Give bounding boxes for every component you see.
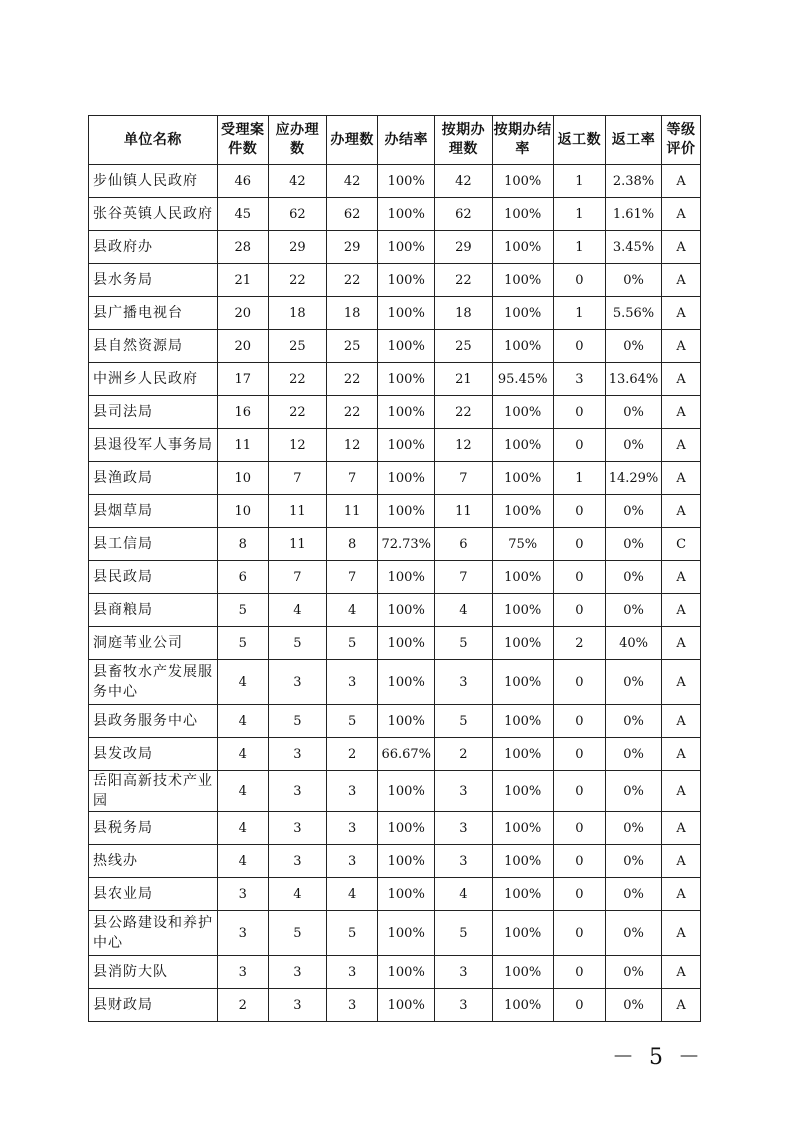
cell-grade: A bbox=[662, 396, 701, 429]
cell-completion-rate: 100% bbox=[378, 495, 435, 528]
cell-rework-count: 1 bbox=[553, 297, 605, 330]
cell-completion-rate: 100% bbox=[378, 956, 435, 989]
cell-completion-rate: 100% bbox=[378, 429, 435, 462]
cell-rework-count: 0 bbox=[553, 264, 605, 297]
cell-cases-received: 3 bbox=[217, 878, 268, 911]
table-row bbox=[89, 561, 701, 594]
cell-should-handle: 3 bbox=[268, 771, 326, 812]
cell-rework-rate: 0% bbox=[605, 429, 661, 462]
header-on-time-rate: 按期办结率 bbox=[492, 116, 553, 165]
cell-should-handle: 5 bbox=[268, 911, 326, 956]
cell-handled: 2 bbox=[327, 738, 378, 771]
cell-rework-rate: 0% bbox=[605, 594, 661, 627]
cell-rework-count: 0 bbox=[553, 989, 605, 1022]
cell-cases-received: 4 bbox=[217, 705, 268, 738]
cell-unit-name: 县司法局 bbox=[89, 396, 218, 429]
table-row bbox=[89, 956, 701, 989]
cell-should-handle: 22 bbox=[268, 264, 326, 297]
cell-rework-count: 0 bbox=[553, 330, 605, 363]
cell-handled: 62 bbox=[327, 198, 378, 231]
cell-on-time-handled: 3 bbox=[435, 812, 492, 845]
cell-rework-count: 1 bbox=[553, 165, 605, 198]
cell-rework-count: 0 bbox=[553, 911, 605, 956]
table-row bbox=[89, 165, 701, 198]
cell-rework-rate: 5.56% bbox=[605, 297, 661, 330]
table-row bbox=[89, 330, 701, 363]
cell-on-time-rate: 100% bbox=[492, 231, 553, 264]
table-row bbox=[89, 705, 701, 738]
cell-on-time-handled: 11 bbox=[435, 495, 492, 528]
table-row bbox=[89, 462, 701, 495]
header-rework-count: 返工数 bbox=[553, 116, 605, 165]
cell-unit-name: 步仙镇人民政府 bbox=[89, 165, 218, 198]
cell-unit-name: 县广播电视台 bbox=[89, 297, 218, 330]
cell-unit-name: 县税务局 bbox=[89, 812, 218, 845]
header-handled: 办理数 bbox=[327, 116, 378, 165]
cell-completion-rate: 100% bbox=[378, 330, 435, 363]
cell-on-time-rate: 100% bbox=[492, 956, 553, 989]
cell-cases-received: 16 bbox=[217, 396, 268, 429]
table-row bbox=[89, 738, 701, 771]
cell-grade: A bbox=[662, 627, 701, 660]
table-row bbox=[89, 528, 701, 561]
cell-on-time-handled: 29 bbox=[435, 231, 492, 264]
cell-unit-name: 张谷英镇人民政府 bbox=[89, 198, 218, 231]
cell-completion-rate: 100% bbox=[378, 264, 435, 297]
cell-on-time-rate: 100% bbox=[492, 396, 553, 429]
cell-should-handle: 42 bbox=[268, 165, 326, 198]
cell-completion-rate: 100% bbox=[378, 812, 435, 845]
cell-completion-rate: 100% bbox=[378, 627, 435, 660]
cell-on-time-rate: 100% bbox=[492, 812, 553, 845]
cell-grade: A bbox=[662, 264, 701, 297]
cell-should-handle: 12 bbox=[268, 429, 326, 462]
cell-rework-rate: 0% bbox=[605, 989, 661, 1022]
performance-table bbox=[88, 115, 701, 1022]
cell-should-handle: 11 bbox=[268, 528, 326, 561]
cell-completion-rate: 100% bbox=[378, 231, 435, 264]
cell-rework-count: 0 bbox=[553, 956, 605, 989]
cell-on-time-rate: 100% bbox=[492, 878, 553, 911]
cell-rework-count: 0 bbox=[553, 738, 605, 771]
cell-handled: 3 bbox=[327, 989, 378, 1022]
cell-on-time-handled: 42 bbox=[435, 165, 492, 198]
cell-completion-rate: 100% bbox=[378, 878, 435, 911]
table-row bbox=[89, 429, 701, 462]
cell-grade: A bbox=[662, 812, 701, 845]
cell-on-time-rate: 100% bbox=[492, 771, 553, 812]
cell-rework-rate: 0% bbox=[605, 705, 661, 738]
cell-should-handle: 11 bbox=[268, 495, 326, 528]
cell-should-handle: 18 bbox=[268, 297, 326, 330]
cell-on-time-rate: 100% bbox=[492, 297, 553, 330]
cell-on-time-handled: 3 bbox=[435, 660, 492, 705]
cell-unit-name: 县财政局 bbox=[89, 989, 218, 1022]
cell-rework-count: 0 bbox=[553, 396, 605, 429]
cell-cases-received: 6 bbox=[217, 561, 268, 594]
cell-cases-received: 45 bbox=[217, 198, 268, 231]
cell-cases-received: 4 bbox=[217, 812, 268, 845]
cell-rework-count: 0 bbox=[553, 845, 605, 878]
cell-rework-rate: 0% bbox=[605, 396, 661, 429]
header-unit-name: 单位名称 bbox=[89, 116, 218, 165]
cell-grade: A bbox=[662, 165, 701, 198]
cell-handled: 7 bbox=[327, 462, 378, 495]
cell-on-time-rate: 100% bbox=[492, 462, 553, 495]
header-completion-rate: 办结率 bbox=[378, 116, 435, 165]
cell-rework-count: 3 bbox=[553, 363, 605, 396]
cell-cases-received: 10 bbox=[217, 495, 268, 528]
cell-should-handle: 4 bbox=[268, 878, 326, 911]
cell-grade: A bbox=[662, 878, 701, 911]
cell-on-time-rate: 100% bbox=[492, 330, 553, 363]
cell-unit-name: 县自然资源局 bbox=[89, 330, 218, 363]
cell-handled: 4 bbox=[327, 878, 378, 911]
page-number: － 5 － bbox=[612, 1045, 704, 1070]
cell-cases-received: 4 bbox=[217, 660, 268, 705]
table-row bbox=[89, 812, 701, 845]
cell-cases-received: 3 bbox=[217, 911, 268, 956]
cell-cases-received: 21 bbox=[217, 264, 268, 297]
cell-handled: 3 bbox=[327, 845, 378, 878]
cell-grade: A bbox=[662, 495, 701, 528]
cell-rework-rate: 40% bbox=[605, 627, 661, 660]
cell-on-time-handled: 62 bbox=[435, 198, 492, 231]
cell-on-time-rate: 100% bbox=[492, 705, 553, 738]
cell-cases-received: 5 bbox=[217, 594, 268, 627]
cell-on-time-handled: 7 bbox=[435, 462, 492, 495]
cell-grade: A bbox=[662, 845, 701, 878]
cell-rework-rate: 0% bbox=[605, 812, 661, 845]
cell-cases-received: 11 bbox=[217, 429, 268, 462]
cell-cases-received: 46 bbox=[217, 165, 268, 198]
cell-on-time-rate: 100% bbox=[492, 738, 553, 771]
table-row bbox=[89, 198, 701, 231]
cell-should-handle: 62 bbox=[268, 198, 326, 231]
cell-unit-name: 县水务局 bbox=[89, 264, 218, 297]
cell-should-handle: 22 bbox=[268, 363, 326, 396]
cell-should-handle: 4 bbox=[268, 594, 326, 627]
cell-on-time-rate: 100% bbox=[492, 660, 553, 705]
cell-grade: A bbox=[662, 462, 701, 495]
cell-cases-received: 2 bbox=[217, 989, 268, 1022]
cell-grade: A bbox=[662, 771, 701, 812]
cell-cases-received: 17 bbox=[217, 363, 268, 396]
cell-rework-rate: 0% bbox=[605, 956, 661, 989]
cell-on-time-handled: 3 bbox=[435, 845, 492, 878]
cell-completion-rate: 100% bbox=[378, 845, 435, 878]
cell-should-handle: 7 bbox=[268, 462, 326, 495]
cell-on-time-rate: 95.45% bbox=[492, 363, 553, 396]
cell-rework-count: 0 bbox=[553, 561, 605, 594]
cell-rework-count: 2 bbox=[553, 627, 605, 660]
cell-handled: 25 bbox=[327, 330, 378, 363]
cell-grade: C bbox=[662, 528, 701, 561]
cell-on-time-handled: 3 bbox=[435, 989, 492, 1022]
cell-should-handle: 5 bbox=[268, 705, 326, 738]
cell-handled: 22 bbox=[327, 264, 378, 297]
cell-unit-name: 县烟草局 bbox=[89, 495, 218, 528]
cell-handled: 12 bbox=[327, 429, 378, 462]
cell-on-time-rate: 100% bbox=[492, 627, 553, 660]
cell-handled: 4 bbox=[327, 594, 378, 627]
cell-rework-count: 0 bbox=[553, 812, 605, 845]
cell-completion-rate: 100% bbox=[378, 660, 435, 705]
cell-completion-rate: 100% bbox=[378, 771, 435, 812]
table-row bbox=[89, 660, 701, 705]
cell-cases-received: 28 bbox=[217, 231, 268, 264]
cell-on-time-handled: 6 bbox=[435, 528, 492, 561]
cell-should-handle: 3 bbox=[268, 845, 326, 878]
cell-grade: A bbox=[662, 956, 701, 989]
cell-rework-count: 0 bbox=[553, 594, 605, 627]
cell-unit-name: 县退役军人事务局 bbox=[89, 429, 218, 462]
cell-on-time-handled: 12 bbox=[435, 429, 492, 462]
cell-cases-received: 5 bbox=[217, 627, 268, 660]
cell-on-time-handled: 5 bbox=[435, 705, 492, 738]
cell-grade: A bbox=[662, 198, 701, 231]
header-grade: 等级评价 bbox=[662, 116, 701, 165]
cell-grade: A bbox=[662, 660, 701, 705]
cell-on-time-handled: 4 bbox=[435, 878, 492, 911]
cell-should-handle: 3 bbox=[268, 660, 326, 705]
cell-completion-rate: 100% bbox=[378, 594, 435, 627]
table-row bbox=[89, 594, 701, 627]
cell-should-handle: 3 bbox=[268, 956, 326, 989]
table-row bbox=[89, 495, 701, 528]
cell-rework-rate: 0% bbox=[605, 330, 661, 363]
cell-completion-rate: 100% bbox=[378, 989, 435, 1022]
cell-handled: 42 bbox=[327, 165, 378, 198]
cell-handled: 22 bbox=[327, 363, 378, 396]
table-row bbox=[89, 911, 701, 956]
cell-completion-rate: 66.67% bbox=[378, 738, 435, 771]
cell-completion-rate: 100% bbox=[378, 911, 435, 956]
cell-handled: 8 bbox=[327, 528, 378, 561]
cell-handled: 5 bbox=[327, 627, 378, 660]
cell-rework-rate: 0% bbox=[605, 660, 661, 705]
cell-handled: 29 bbox=[327, 231, 378, 264]
cell-handled: 3 bbox=[327, 771, 378, 812]
table-header-row bbox=[89, 116, 701, 165]
cell-on-time-rate: 100% bbox=[492, 989, 553, 1022]
cell-completion-rate: 100% bbox=[378, 198, 435, 231]
cell-cases-received: 20 bbox=[217, 297, 268, 330]
cell-cases-received: 3 bbox=[217, 956, 268, 989]
cell-unit-name: 洞庭苇业公司 bbox=[89, 627, 218, 660]
cell-rework-rate: 13.64% bbox=[605, 363, 661, 396]
cell-should-handle: 3 bbox=[268, 812, 326, 845]
cell-grade: A bbox=[662, 705, 701, 738]
cell-on-time-handled: 21 bbox=[435, 363, 492, 396]
table-row bbox=[89, 845, 701, 878]
cell-on-time-handled: 22 bbox=[435, 396, 492, 429]
table-row bbox=[89, 878, 701, 911]
cell-unit-name: 县政务服务中心 bbox=[89, 705, 218, 738]
cell-rework-count: 1 bbox=[553, 198, 605, 231]
cell-unit-name: 岳阳高新技术产业园 bbox=[89, 771, 218, 812]
cell-grade: A bbox=[662, 594, 701, 627]
cell-rework-rate: 14.29% bbox=[605, 462, 661, 495]
cell-should-handle: 5 bbox=[268, 627, 326, 660]
cell-completion-rate: 100% bbox=[378, 462, 435, 495]
cell-rework-rate: 1.61% bbox=[605, 198, 661, 231]
cell-on-time-handled: 3 bbox=[435, 956, 492, 989]
cell-should-handle: 7 bbox=[268, 561, 326, 594]
cell-rework-count: 0 bbox=[553, 528, 605, 561]
cell-on-time-handled: 3 bbox=[435, 771, 492, 812]
cell-on-time-rate: 100% bbox=[492, 165, 553, 198]
cell-cases-received: 8 bbox=[217, 528, 268, 561]
cell-unit-name: 县公路建设和养护中心 bbox=[89, 911, 218, 956]
cell-handled: 7 bbox=[327, 561, 378, 594]
cell-on-time-handled: 2 bbox=[435, 738, 492, 771]
header-should-handle: 应办理数 bbox=[268, 116, 326, 165]
cell-handled: 5 bbox=[327, 911, 378, 956]
cell-rework-rate: 0% bbox=[605, 738, 661, 771]
cell-rework-count: 1 bbox=[553, 231, 605, 264]
cell-should-handle: 3 bbox=[268, 738, 326, 771]
cell-unit-name: 中洲乡人民政府 bbox=[89, 363, 218, 396]
cell-rework-rate: 0% bbox=[605, 878, 661, 911]
cell-unit-name: 县消防大队 bbox=[89, 956, 218, 989]
cell-rework-rate: 0% bbox=[605, 561, 661, 594]
cell-rework-count: 0 bbox=[553, 771, 605, 812]
cell-rework-rate: 0% bbox=[605, 771, 661, 812]
cell-unit-name: 县工信局 bbox=[89, 528, 218, 561]
cell-on-time-handled: 5 bbox=[435, 911, 492, 956]
cell-grade: A bbox=[662, 231, 701, 264]
cell-on-time-rate: 100% bbox=[492, 845, 553, 878]
table-row bbox=[89, 989, 701, 1022]
cell-rework-count: 0 bbox=[553, 660, 605, 705]
cell-rework-rate: 0% bbox=[605, 264, 661, 297]
table-row bbox=[89, 231, 701, 264]
cell-on-time-handled: 5 bbox=[435, 627, 492, 660]
cell-should-handle: 3 bbox=[268, 989, 326, 1022]
table-row bbox=[89, 396, 701, 429]
cell-on-time-handled: 4 bbox=[435, 594, 492, 627]
cell-unit-name: 县政府办 bbox=[89, 231, 218, 264]
table-row bbox=[89, 771, 701, 812]
cell-cases-received: 20 bbox=[217, 330, 268, 363]
cell-unit-name: 县民政局 bbox=[89, 561, 218, 594]
cell-grade: A bbox=[662, 989, 701, 1022]
cell-completion-rate: 100% bbox=[378, 165, 435, 198]
cell-unit-name: 县畜牧水产发展服务中心 bbox=[89, 660, 218, 705]
cell-grade: A bbox=[662, 561, 701, 594]
cell-on-time-handled: 7 bbox=[435, 561, 492, 594]
cell-cases-received: 4 bbox=[217, 771, 268, 812]
cell-rework-count: 1 bbox=[553, 462, 605, 495]
cell-on-time-rate: 100% bbox=[492, 594, 553, 627]
cell-grade: A bbox=[662, 429, 701, 462]
cell-cases-received: 4 bbox=[217, 738, 268, 771]
table-row bbox=[89, 264, 701, 297]
cell-completion-rate: 100% bbox=[378, 363, 435, 396]
cell-rework-count: 0 bbox=[553, 705, 605, 738]
cell-unit-name: 县发改局 bbox=[89, 738, 218, 771]
cell-completion-rate: 100% bbox=[378, 297, 435, 330]
cell-cases-received: 4 bbox=[217, 845, 268, 878]
cell-rework-count: 0 bbox=[553, 878, 605, 911]
cell-should-handle: 22 bbox=[268, 396, 326, 429]
cell-handled: 5 bbox=[327, 705, 378, 738]
cell-unit-name: 县渔政局 bbox=[89, 462, 218, 495]
cell-on-time-rate: 100% bbox=[492, 264, 553, 297]
table-body bbox=[89, 165, 701, 1022]
cell-unit-name: 县农业局 bbox=[89, 878, 218, 911]
cell-completion-rate: 100% bbox=[378, 561, 435, 594]
table-row bbox=[89, 627, 701, 660]
table-row bbox=[89, 363, 701, 396]
cell-handled: 3 bbox=[327, 956, 378, 989]
cell-handled: 3 bbox=[327, 812, 378, 845]
cell-rework-rate: 3.45% bbox=[605, 231, 661, 264]
table-row bbox=[89, 297, 701, 330]
cell-rework-rate: 0% bbox=[605, 845, 661, 878]
cell-handled: 18 bbox=[327, 297, 378, 330]
cell-cases-received: 10 bbox=[217, 462, 268, 495]
cell-rework-count: 0 bbox=[553, 495, 605, 528]
cell-rework-count: 0 bbox=[553, 429, 605, 462]
header-on-time-handled: 按期办理数 bbox=[435, 116, 492, 165]
cell-on-time-handled: 18 bbox=[435, 297, 492, 330]
cell-on-time-rate: 100% bbox=[492, 561, 553, 594]
cell-rework-rate: 2.38% bbox=[605, 165, 661, 198]
cell-rework-rate: 0% bbox=[605, 911, 661, 956]
cell-on-time-rate: 100% bbox=[492, 911, 553, 956]
cell-completion-rate: 100% bbox=[378, 705, 435, 738]
cell-completion-rate: 72.73% bbox=[378, 528, 435, 561]
cell-on-time-rate: 75% bbox=[492, 528, 553, 561]
header-rework-rate: 返工率 bbox=[605, 116, 661, 165]
cell-should-handle: 25 bbox=[268, 330, 326, 363]
cell-on-time-handled: 25 bbox=[435, 330, 492, 363]
cell-grade: A bbox=[662, 297, 701, 330]
cell-handled: 11 bbox=[327, 495, 378, 528]
cell-handled: 3 bbox=[327, 660, 378, 705]
cell-unit-name: 县商粮局 bbox=[89, 594, 218, 627]
cell-grade: A bbox=[662, 738, 701, 771]
cell-on-time-rate: 100% bbox=[492, 198, 553, 231]
cell-grade: A bbox=[662, 911, 701, 956]
cell-unit-name: 热线办 bbox=[89, 845, 218, 878]
cell-grade: A bbox=[662, 363, 701, 396]
cell-on-time-rate: 100% bbox=[492, 495, 553, 528]
cell-handled: 22 bbox=[327, 396, 378, 429]
cell-grade: A bbox=[662, 330, 701, 363]
cell-on-time-rate: 100% bbox=[492, 429, 553, 462]
header-cases-received: 受理案件数 bbox=[217, 116, 268, 165]
cell-rework-rate: 0% bbox=[605, 528, 661, 561]
cell-on-time-handled: 22 bbox=[435, 264, 492, 297]
cell-completion-rate: 100% bbox=[378, 396, 435, 429]
cell-should-handle: 29 bbox=[268, 231, 326, 264]
cell-rework-rate: 0% bbox=[605, 495, 661, 528]
